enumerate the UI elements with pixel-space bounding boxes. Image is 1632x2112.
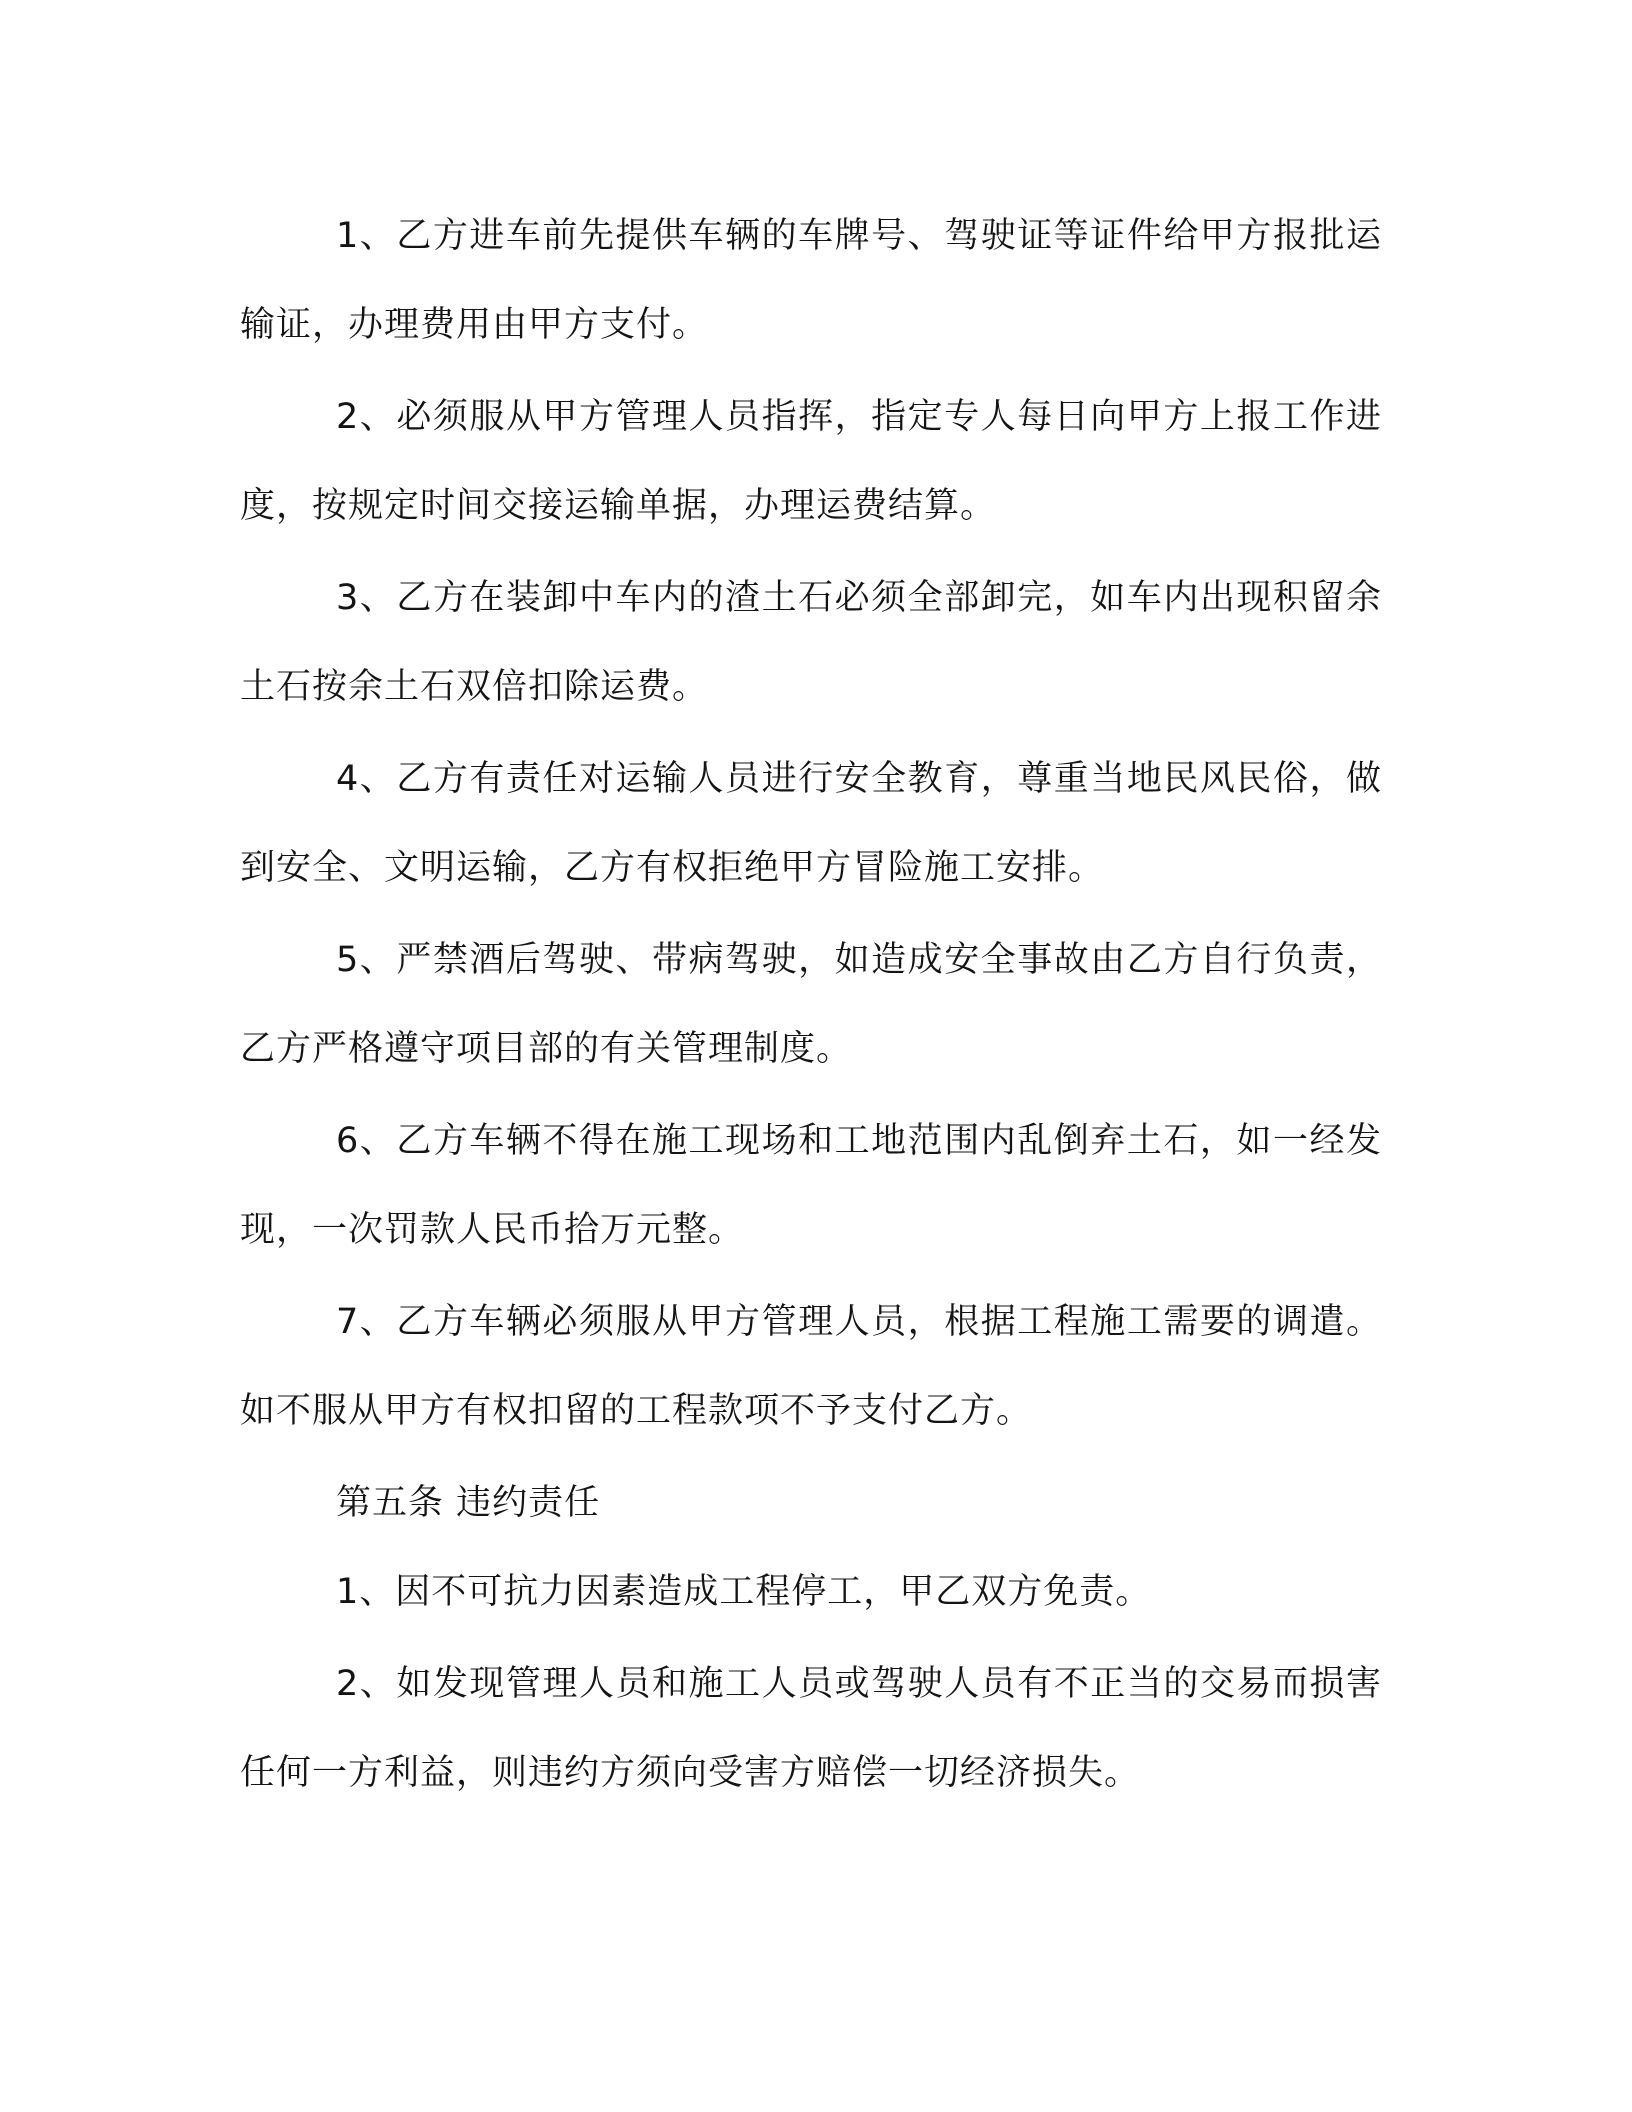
clause-paragraph-7: 7、乙方车辆必须服从甲方管理人员，根据工程施工需要的调遣。如不服从甲方有权扣留的工程款项不予支付乙方。 — [240, 1302, 1382, 1431]
clause-paragraph-6: 6、乙方车辆不得在施工现场和工地范围内乱倒弃土石，如一经发现，一次罚款人民币拾万元整。 — [240, 1121, 1382, 1250]
clause-paragraph-5: 5、严禁酒后驾驶、带病驾驶，如造成安全事故由乙方自行负责，乙方严格遵守项目部的有关管理制度。 — [240, 940, 1382, 1069]
document-body — [240, 192, 1382, 1818]
section-heading: 第五条 违约责任 — [336, 1483, 601, 1523]
liability-paragraph-2: 2、如发现管理人员和施工人员或驾驶人员有不正当的交易而损害任何一方利益，则违约方须向受害方赔偿一切经济损失。 — [240, 1664, 1382, 1793]
clause-paragraph-1: 1、乙方进车前先提供车辆的车牌号、驾驶证等证件给甲方报批运输证，办理费用由甲方支付。 — [240, 216, 1382, 345]
liability-paragraph-1: 1、因不可抗力因素造成工程停工，甲乙双方免责。 — [336, 1572, 1152, 1612]
clause-paragraph-4: 4、乙方有责任对运输人员进行安全教育，尊重当地民风民俗，做到安全、文明运输，乙方有权拒绝甲方冒险施工安排。 — [240, 759, 1382, 888]
clause-paragraph-2: 2、必须服从甲方管理人员指挥，指定专人每日向甲方上报工作进度，按规定时间交接运输单据，办理运费结算。 — [240, 397, 1382, 526]
clause-paragraph-3: 3、乙方在装卸中车内的渣土石必须全部卸完，如车内出现积留余土石按余土石双倍扣除运费。 — [240, 578, 1382, 707]
